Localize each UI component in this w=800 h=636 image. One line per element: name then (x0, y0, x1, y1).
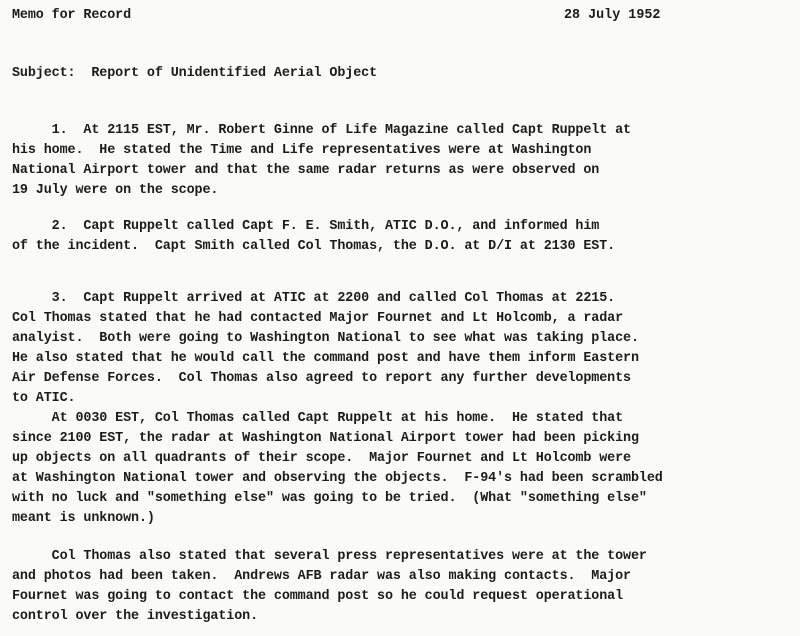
memo-heading: Memo for Record (12, 8, 132, 23)
paragraph-2: 2. Capt Ruppelt called Capt F. E. Smith, ATIC D.O., and informed him of the incident. Capt Smith called Col Thomas, the D.O. at D/I at 2130 EST. (12, 219, 616, 254)
paragraph-1: 1. At 2115 EST, Mr. Robert Ginne of Life Magazine called Capt Ruppelt at his home. He stated the Time and Life representatives were at Washington National Airport tower and that the same radar returns as were observed on 19 July were on the scope. (12, 123, 631, 198)
paragraph-3: 3. Capt Ruppelt arrived at ATIC at 2200 and called Col Thomas at 2215. Col Thomas stated that he had contacted Major Fournet and Lt Holcomb, a radar analyist. Both were going to Washington National to see what was taking place. He also stated that he would call the command post and have them inform Eastern Air Defense Forces. Col Thomas also agreed to report any further developments to ATIC. (12, 291, 639, 406)
paragraph-4: At 0030 EST, Col Thomas called Capt Ruppelt at his home. He stated that since 2100 EST, the radar at Washington National Airport tower had been picking up objects on all quadrants of their scope. Major Fournet and Lt Holcomb were at Washington National tower and observing the objects. F-94's had been scrambled with no luck and "something else" was going to be tried. (What "something else" meant is unknown.) (12, 411, 663, 526)
memo-date: 28 July 1952 (564, 8, 661, 23)
memo-subject: Subject: Report of Unidentified Aerial Object (12, 66, 378, 81)
paragraph-5: Col Thomas also stated that several press representatives were at the tower and photos had been taken. Andrews AFB radar was also making contacts. Major Fournet was going to contact the command post so he could request operational control over the investigation. (12, 549, 647, 624)
